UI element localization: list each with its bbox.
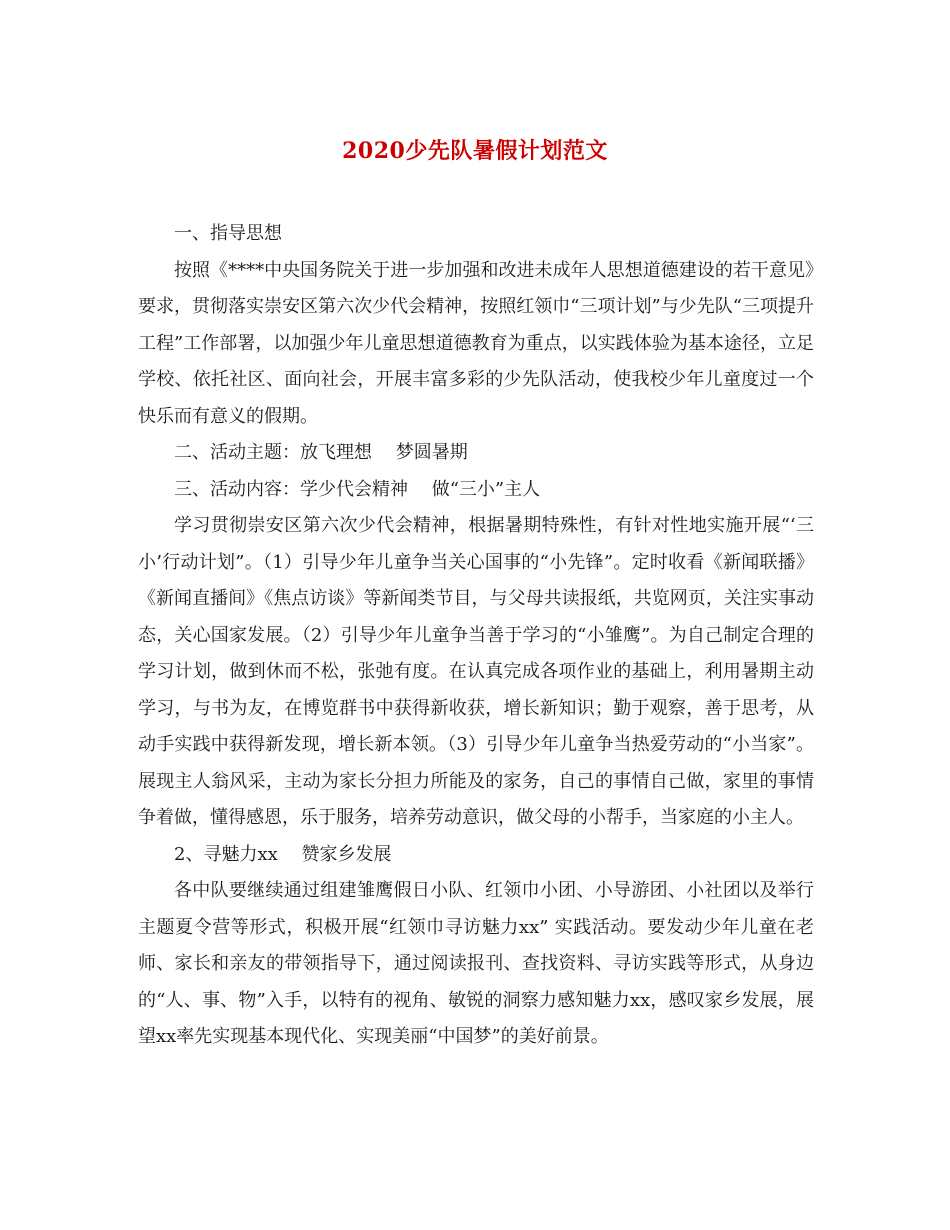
- document-title: 2020少先队暑假计划范文: [342, 138, 608, 164]
- paragraph-activity-content: 学习贯彻崇安区第六次少代会精神，根据暑期特殊性，有针对性地实施开展“‘三小’行动计划”。（1）引导少年儿童争当关心国事的“小先锋”。定时收看《新闻联播》《新闻直播间》《焦点访谈》等新闻类节目，与父母共读报纸，共览网页，关注实事动态，关心国家发展。（2）引导少年儿童争当善于学习的“小雏鹰”。为自己制定合理的学习计划，做到休而不松，张弛有度。在认真完成各项作业的基础上，利用暑期主动学习，与书为友，在博览群书中获得新收获，增长新知识；勤于观察，善于思考，从动手实践中获得新发现，增长新本领。（3）引导少年儿童争当热爱劳动的“小当家”。展现主人翁风采，主动为家长分担力所能及的家务，自己的事情自己做，家里的事情争着做，懂得感恩，乐于服务，培养劳动意识，做父母的小帮手，当家庭的小主人。: [138, 515, 814, 828]
- section-heading-activity-content: 三、活动内容：学少代会精神 做“三小”主人: [174, 478, 541, 500]
- paragraph-hometown: 各中队要继续通过组建雏鹰假日小队、红领巾小团、小导游团、小社团以及举行主题夏令营等形式，积极开展“红领巾寻访魅力xx” 实践活动。要发动少年儿童在老师、家长和亲友的带领指导下，通过阅读报刊、查找资料、寻访实践等形式，从身边的“人、事、物”入手，以特有的视角、敏锐的洞察力感知魅力xx，感叹家乡发展，展望xx率先实现基本现代化、实现美丽“中国梦”的美好前景。: [138, 880, 814, 1047]
- document-body: [138, 216, 814, 1056]
- section-heading-activity-theme: 二、活动主题：放飞理想 梦圆暑期: [174, 442, 468, 463]
- paragraph-guiding-ideology: 按照《****中央国务院关于进一步加强和改进未成年人思想道德建设的若干意见》要求，贯彻落实崇安区第六次少代会精神，按照红领巾“三项计划”与少先队“三项提升工程”工作部署，以加强少年儿童思想道德教育为重点，以实践体验为基本途径，立足学校、依托社区、面向社会，开展丰富多彩的少先队活动，使我校少年儿童度过一个快乐而有意义的假期。: [138, 259, 814, 427]
- section-heading-hometown: 2、寻魅力xx 赞家乡发展: [174, 843, 392, 865]
- section-heading-guiding-ideology: 一、指导思想: [174, 223, 282, 244]
